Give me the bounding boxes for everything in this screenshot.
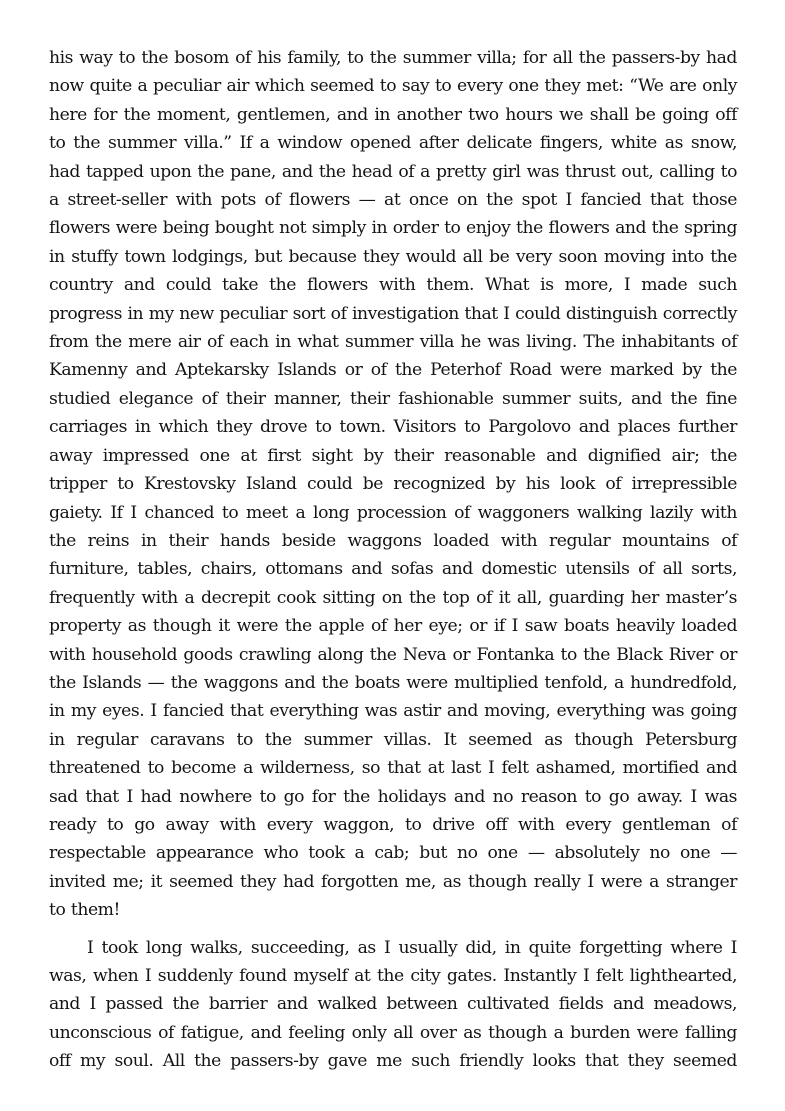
paragraph-1: his way to the bosom of his family, to the summer villa; for all the passers-by had now quite a peculiar air which seemed to say to every one they met: “We are only here for the moment, gentlemen, and in another two hours we shall be going off to the summer villa.” If a window opened after delicate fingers, white as snow, had tapped upon the pane, and the head of a pretty girl was thrust out, calling to a street-seller with pots of flowers — at once on the spot I fancied that those flowers were being bought not simply in order to enjoy the flowers and the spring in stuffy town lodgings, but because they would all be very soon moving into the country and could take the flowers with them. What is more, I made such progress in my new peculiar sort of investigation that I could distinguish correctly from the mere air of each in what summer villa he was living. The inhabitants of Kamenny and Aptekarsky Islands or of the Peterhof Road were marked by the studied elegance of their manner, their fashionable summer suits, and the fine carriages in which they drove to town. Visitors to Pargolovo and places further away impressed one at first sight by their reasonable and dignified air; the tripper to Krestovsky Island could be recognized by his look of irrepressible gaiety. If I chanced to meet a long procession of waggoners walking lazily with the reins in their hands beside waggons loaded with regular mountains of furniture, tables, chairs, ottomans and sofas and domestic utensils of all sorts, frequently with a decrepit cook sitting on the top of it all, guarding her master’s property as though it were the apple of her eye; or if I saw boats heavily loaded with household goods crawling along the Neva or Fontanka to the Black River or the Islands — the waggons and the boats were multiplied tenfold, a hundredfold, in my eyes. I fancied that everything was astir and moving, everything was going in regular caravans to the summer villas. It seemed as though Petersburg threatened to become a wilderness, so that at last I felt ashamed, mortified and sad that I had nowhere to go for the holidays and no reason to go away. I was ready to go away with every waggon, to drive off with every gentleman of respectable appearance who took a cab; but no one — absolutely no one — invited me; it seemed they had forgotten me, as though really I were a stranger to them! — [49, 48, 737, 921]
paragraph-2: I took long walks, succeeding, as I usually did, in quite forgetting where I was, when I suddenly found myself at the city gates. Instantly I felt lighthearted, and I passed the barrier and walked between cultivated fields and meadows, unconscious of fatigue, and feeling only all over as though a burden were falling off my soul. All the passers-by gave me such friendly looks that they seemed — [49, 937, 737, 1072]
book-page — [49, 44, 737, 1076]
